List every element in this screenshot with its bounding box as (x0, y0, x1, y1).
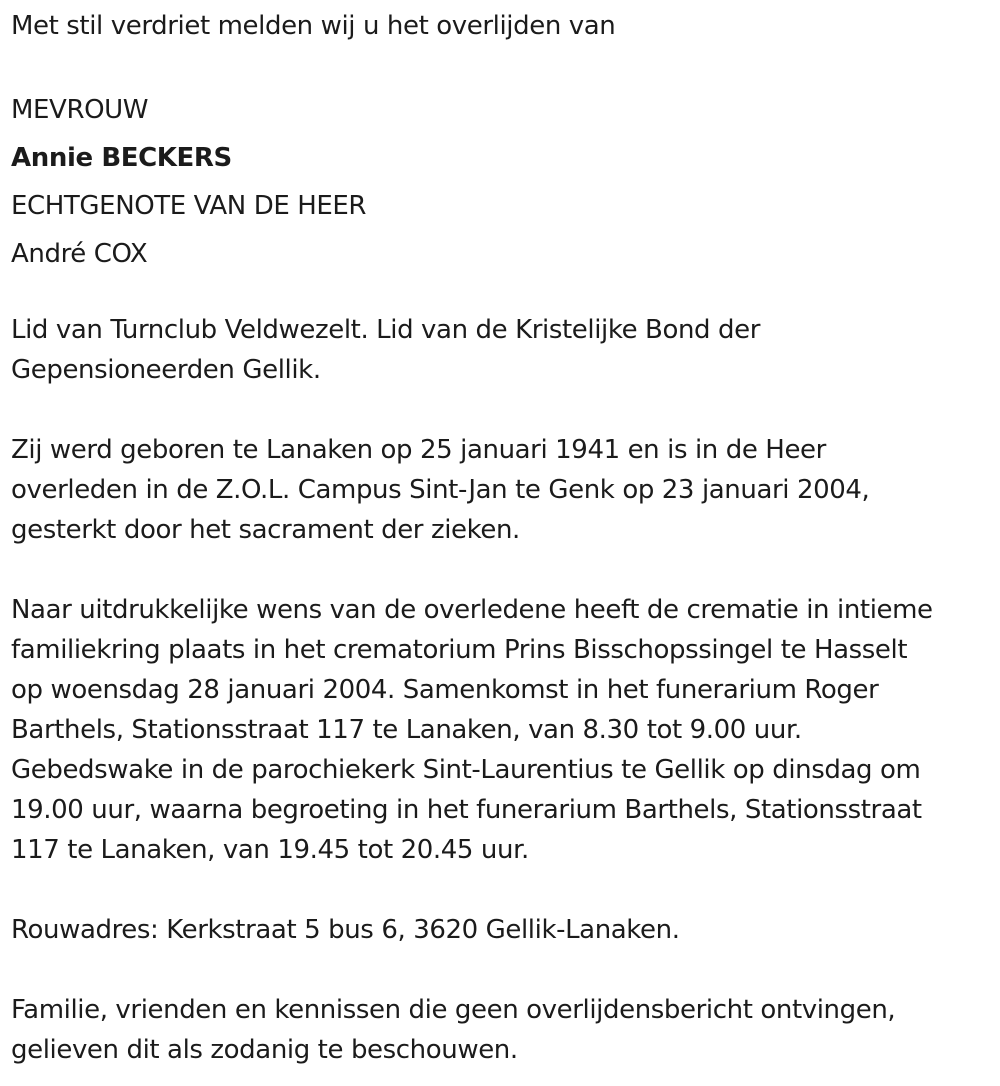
membership-paragraph: Lid van Turnclub Veldwezelt. Lid van de Kristelijke Bond der Gepensioneerden Gellik. (11, 315, 761, 385)
intro-text: Met stil verdriet melden wij u het overlijden van (11, 11, 616, 41)
closing-paragraph: Familie, vrienden en kennissen die geen overlijdensbericht ontvingen, gelieven dit als zodanig te beschouwen. (11, 995, 896, 1065)
relation-line: ECHTGENOTE VAN DE HEER (11, 191, 367, 221)
ceremony-paragraph: Naar uitdrukkelijke wens van de overledene heeft de crematie in intieme familiekring plaats in het crematorium Prins Bisschopssingel te Hasselt op woensdag 28 januari 2004. Samenkomst in het funerarium Roger Barthels, Stationsstraat 117 te Lanaken, van 8.30 tot 9.00 uur. Gebedswake in de parochiekerk Sint-Laurentius te Gellik op dinsdag om 19.00 uur, waarna begroeting in het funerarium Barthels, Stationsstraat 117 te Lanaken, van 19.45 tot 20.45 uur. (11, 595, 933, 865)
title-line: MEVROUW (11, 95, 149, 125)
name-block (11, 86, 366, 278)
spouse-name: André COX (11, 239, 148, 269)
deceased-name: Annie BECKERS (11, 143, 232, 173)
birth-death-paragraph: Zij werd geboren te Lanaken op 25 januari 1941 en is in de Heer overleden in de Z.O.L. Campus Sint-Jan te Genk op 23 januari 2004, gesterkt door het sacrament der zieken. (11, 435, 870, 545)
mourning-address: Rouwadres: Kerkstraat 5 bus 6, 3620 Gellik-Lanaken. (11, 915, 680, 945)
